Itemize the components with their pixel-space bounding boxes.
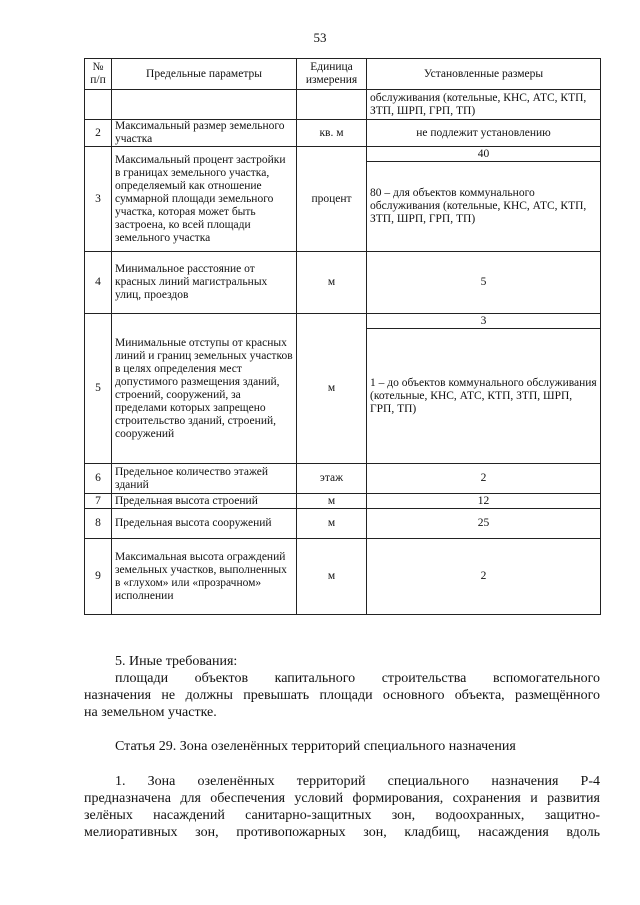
row-value: 12	[367, 494, 601, 509]
row-value: обслуживания (котельные, КНС, АТС, КТП, ЗТП, ШРП, ГРП, ТП)	[367, 90, 601, 120]
row-unit: м	[297, 539, 367, 615]
text-line: мелиоративных зон, противопожарных зон, кладбищ, насаждения вдоль	[84, 825, 600, 840]
row-unit: процент	[297, 147, 367, 252]
row-value: 80 – для объектов коммунального обслуживания (котельные, КНС, АТС, КТП, ЗТП, ШРП, ГРП, ТП)	[367, 162, 601, 252]
other-requirements	[84, 653, 600, 721]
row-unit: м	[297, 494, 367, 509]
table-row	[85, 147, 601, 162]
row-parameter: Предельная высота сооружений	[112, 509, 297, 539]
row-value: 25	[367, 509, 601, 539]
article-title: Статья 29. Зона озеленённых территорий специального назначения	[115, 739, 516, 754]
row-number: 7	[85, 494, 112, 509]
header-value: Установленные размеры	[367, 59, 601, 90]
header-number: № п/п	[85, 59, 112, 90]
row-number: 5	[85, 314, 112, 464]
header-parameter: Предельные параметры	[112, 59, 297, 90]
text-line: предназначена для обеспечения условий формирования, сохранения и развития	[84, 791, 600, 806]
row-value: 2	[367, 464, 601, 494]
table-row	[85, 252, 601, 314]
row-number: 6	[85, 464, 112, 494]
row-parameter: Предельная высота строений	[112, 494, 297, 509]
row-number: 3	[85, 147, 112, 252]
row-number: 9	[85, 539, 112, 615]
text-line: площади объектов капитального строительства вспомогательного	[115, 671, 600, 686]
row-number: 4	[85, 252, 112, 314]
page-number: 53	[313, 30, 327, 45]
text-line: зелёных насаждений санитарно-защитных зон, водоохранных, защитно-	[84, 808, 600, 823]
row-unit: кв. м	[297, 120, 367, 147]
row-parameter: Минимальные отступы от красных линий и границ земельных участков в целях определения мест допустимого размещения зданий, строений, сооружений, за пределами которых запрещено строительство зданий, строений, сооружений	[112, 314, 297, 464]
header-unit: Единица измерения	[297, 59, 367, 90]
parameters-table	[84, 58, 601, 615]
row-number: 8	[85, 509, 112, 539]
text-line: на земельном участке.	[84, 705, 217, 720]
table-header-row	[85, 59, 601, 90]
row-value: не подлежит установлению	[367, 120, 601, 147]
table-row	[85, 464, 601, 494]
text-line: 1. Зона озеленённых территорий специального назначения Р-4	[115, 774, 600, 789]
row-parameter: Предельное количество этажей зданий	[112, 464, 297, 494]
other-requirements-heading: 5. Иные требования:	[115, 654, 238, 669]
row-parameter: Максимальная высота ограждений земельных участков, выполненных в «глухом» или «прозрачном» исполнении	[112, 539, 297, 615]
row-unit: этаж	[297, 464, 367, 494]
text-line: назначения не должны превышать площади основного объекта, размещённого	[84, 688, 600, 703]
row-value: 3	[367, 314, 601, 329]
table-row	[85, 539, 601, 615]
row-parameter: Максимальный процент застройки в границах земельного участка, определяемый как отношение суммарной площади земельного участка, которая может быть застроена, ко всей площади земельного участка	[112, 147, 297, 252]
table-row	[85, 509, 601, 539]
row-number: 2	[85, 120, 112, 147]
row-unit: м	[297, 252, 367, 314]
table-row	[85, 494, 601, 509]
table-row	[85, 314, 601, 329]
row-unit: м	[297, 509, 367, 539]
row-parameter: Максимальный размер земельного участка	[112, 120, 297, 147]
article-title-block	[84, 738, 600, 755]
table-row-continuation	[85, 90, 601, 120]
row-parameter: Минимальное расстояние от красных линий магистральных улиц, проездов	[112, 252, 297, 314]
row-value: 1 – до объектов коммунального обслуживания (котельные, КНС, АТС, КТП, ЗТП, ШРП, ГРП, ТП)	[367, 329, 601, 464]
table-row	[85, 120, 601, 147]
row-value: 5	[367, 252, 601, 314]
row-value: 40	[367, 147, 601, 162]
article-paragraph	[84, 773, 600, 841]
row-value: 2	[367, 539, 601, 615]
row-unit: м	[297, 314, 367, 464]
